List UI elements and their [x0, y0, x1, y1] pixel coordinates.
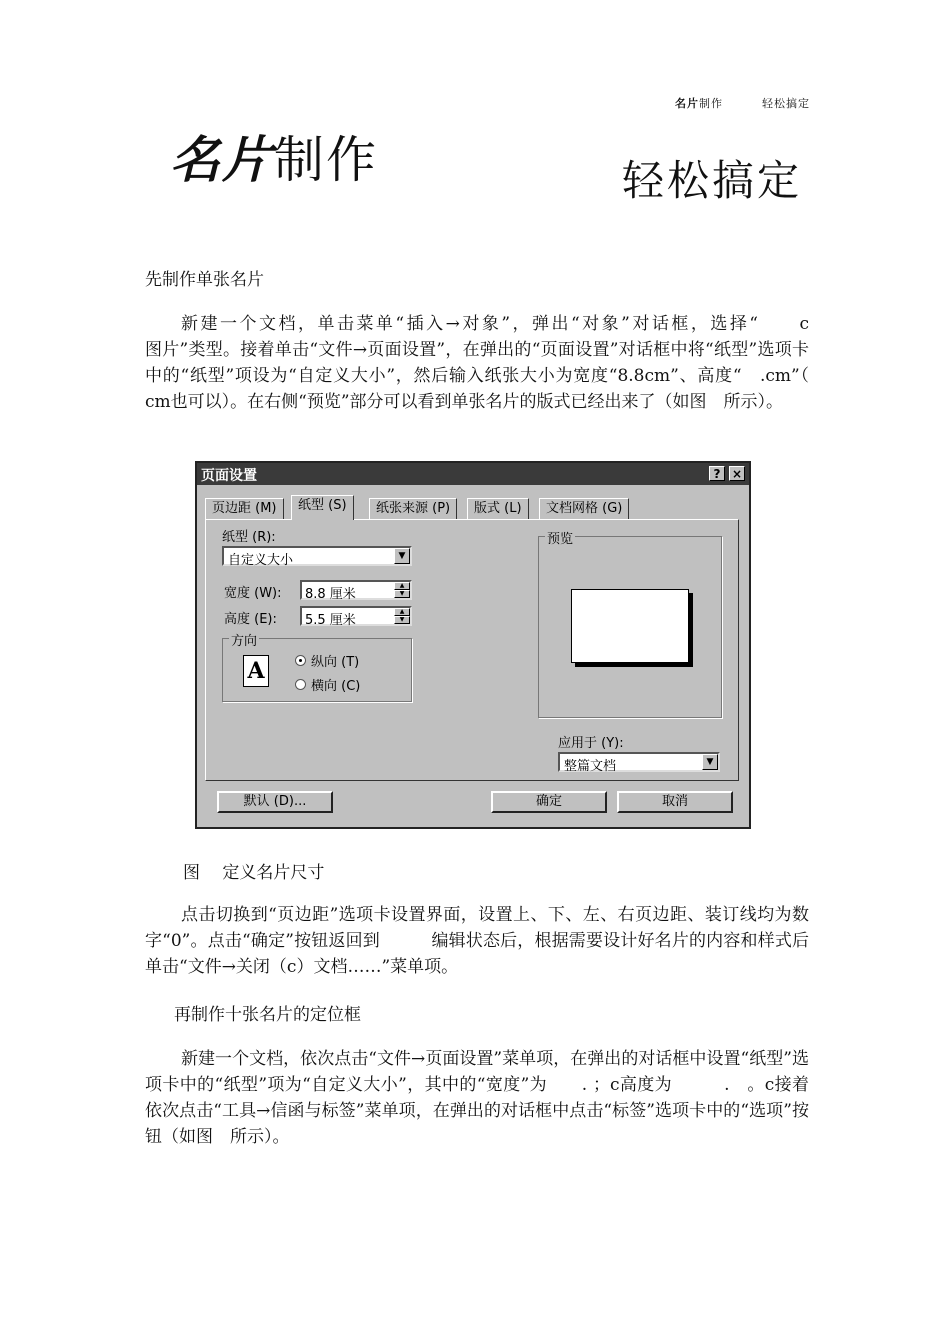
dropdown-arrow-icon[interactable]: ▼ — [702, 754, 718, 770]
paper-size-select[interactable] — [222, 546, 412, 566]
tab-layout[interactable]: 版式 (L) — [467, 498, 529, 519]
width-label: 宽度 (W): — [224, 586, 282, 601]
dropdown-arrow-icon[interactable]: ▼ — [394, 548, 410, 564]
spin-up-icon[interactable]: ▲ — [394, 582, 410, 590]
running-header-rest: 制作 — [699, 97, 723, 110]
close-button[interactable]: × — [729, 466, 745, 481]
landscape-radio[interactable] — [295, 679, 306, 690]
width-spinner[interactable] — [300, 580, 412, 600]
portrait-label[interactable]: 纵向 (T) — [311, 655, 360, 670]
page-title — [170, 120, 378, 192]
running-header-right: 轻松搞定 — [762, 97, 810, 110]
landscape-label[interactable]: 横向 (C) — [311, 679, 361, 694]
ok-button[interactable]: 确定 — [491, 791, 607, 813]
height-label: 高度 (E): — [224, 612, 277, 627]
running-header-bold: 名片 — [675, 97, 699, 110]
preview-group — [538, 532, 722, 718]
section-heading-2: 再制作十张名片的定位框 — [174, 1005, 361, 1025]
running-header — [675, 95, 810, 111]
paragraph-1: 新建一个文档，单击菜单“插入→对象”，弹出“对象”对话框，选择“ c 图片”类型。接着单击“文件→页面设置”，在弹出的“页面设置”对话框中将“纸型”选项卡中的“纸型”项设为“自定义大小”，然后输入纸张大小为宽度“8.8cm”、高度“ .cm”（ cm也可以）。在右侧“预览”部分可以看到单张名片的版式已经出来了（如图 所示）。 — [145, 314, 894, 412]
height-spinner[interactable] — [300, 606, 412, 626]
apply-to-value: 整篇文档 — [564, 759, 617, 774]
page-subtitle: 轻松搞定 — [622, 156, 803, 205]
paper-size-value: 自定义大小 — [228, 553, 294, 568]
spin-down-icon[interactable]: ▼ — [394, 616, 410, 624]
cancel-button[interactable]: 取消 — [617, 791, 733, 813]
height-value: 5.5 厘米 — [305, 613, 356, 628]
dialog-title: 页面设置 — [201, 468, 257, 484]
apply-to-select[interactable] — [558, 752, 720, 772]
dialog-titlebar[interactable] — [197, 463, 749, 485]
preview-label: 预览 — [545, 528, 575, 547]
page-setup-dialog — [195, 461, 751, 829]
tab-margins[interactable]: 页边距 (M) — [205, 498, 284, 519]
orientation-label: 方向 — [229, 630, 259, 649]
figure-caption: 图 定义名片尺寸 — [183, 863, 325, 883]
tab-paper-source[interactable]: 纸张来源 (P) — [369, 498, 457, 519]
help-button[interactable]: ? — [709, 466, 725, 481]
orientation-group — [222, 634, 412, 702]
portrait-page-icon: A — [243, 655, 269, 687]
apply-to-label: 应用于 (Y): — [558, 736, 624, 751]
title-bold: 名片 — [170, 131, 274, 189]
spin-up-icon[interactable]: ▲ — [394, 608, 410, 616]
tab-paper-size[interactable]: 纸型 (S) — [291, 495, 354, 520]
spin-down-icon[interactable]: ▼ — [394, 590, 410, 598]
title-light: 制作 — [274, 131, 378, 189]
section-heading-1: 先制作单张名片 — [145, 270, 264, 290]
paragraph-2: 点击切换到“页边距”选项卡设置界面，设置上、下、左、右页边距、装订线均为数字“0”。点击“确定”按钮返回到 编辑状态后，根据需要设计好名片的内容和样式后单击“文件→关闭（c）文档……”菜单项。 — [145, 905, 809, 977]
paragraph-3: 新建一个文档，依次点击“文件→页面设置”菜单项，在弹出的对话框中设置“纸型”选项卡中的“纸型”项为“自定义大小”，其中的“宽度”为 . ；c高度为 . 。c接着依次点击“工具→信函与标签”菜单项，在弹出的对话框中点击“标签”选项卡中的“选项”按钮（如图 所示）。 — [145, 1049, 809, 1147]
preview-page — [571, 589, 689, 663]
portrait-radio[interactable] — [295, 655, 306, 666]
tab-panel — [205, 519, 739, 781]
paper-size-label: 纸型 (R): — [222, 530, 276, 545]
default-button[interactable]: 默认 (D)... — [217, 791, 333, 813]
width-value: 8.8 厘米 — [305, 587, 356, 602]
tab-document-grid[interactable]: 文档网格 (G) — [539, 498, 629, 519]
